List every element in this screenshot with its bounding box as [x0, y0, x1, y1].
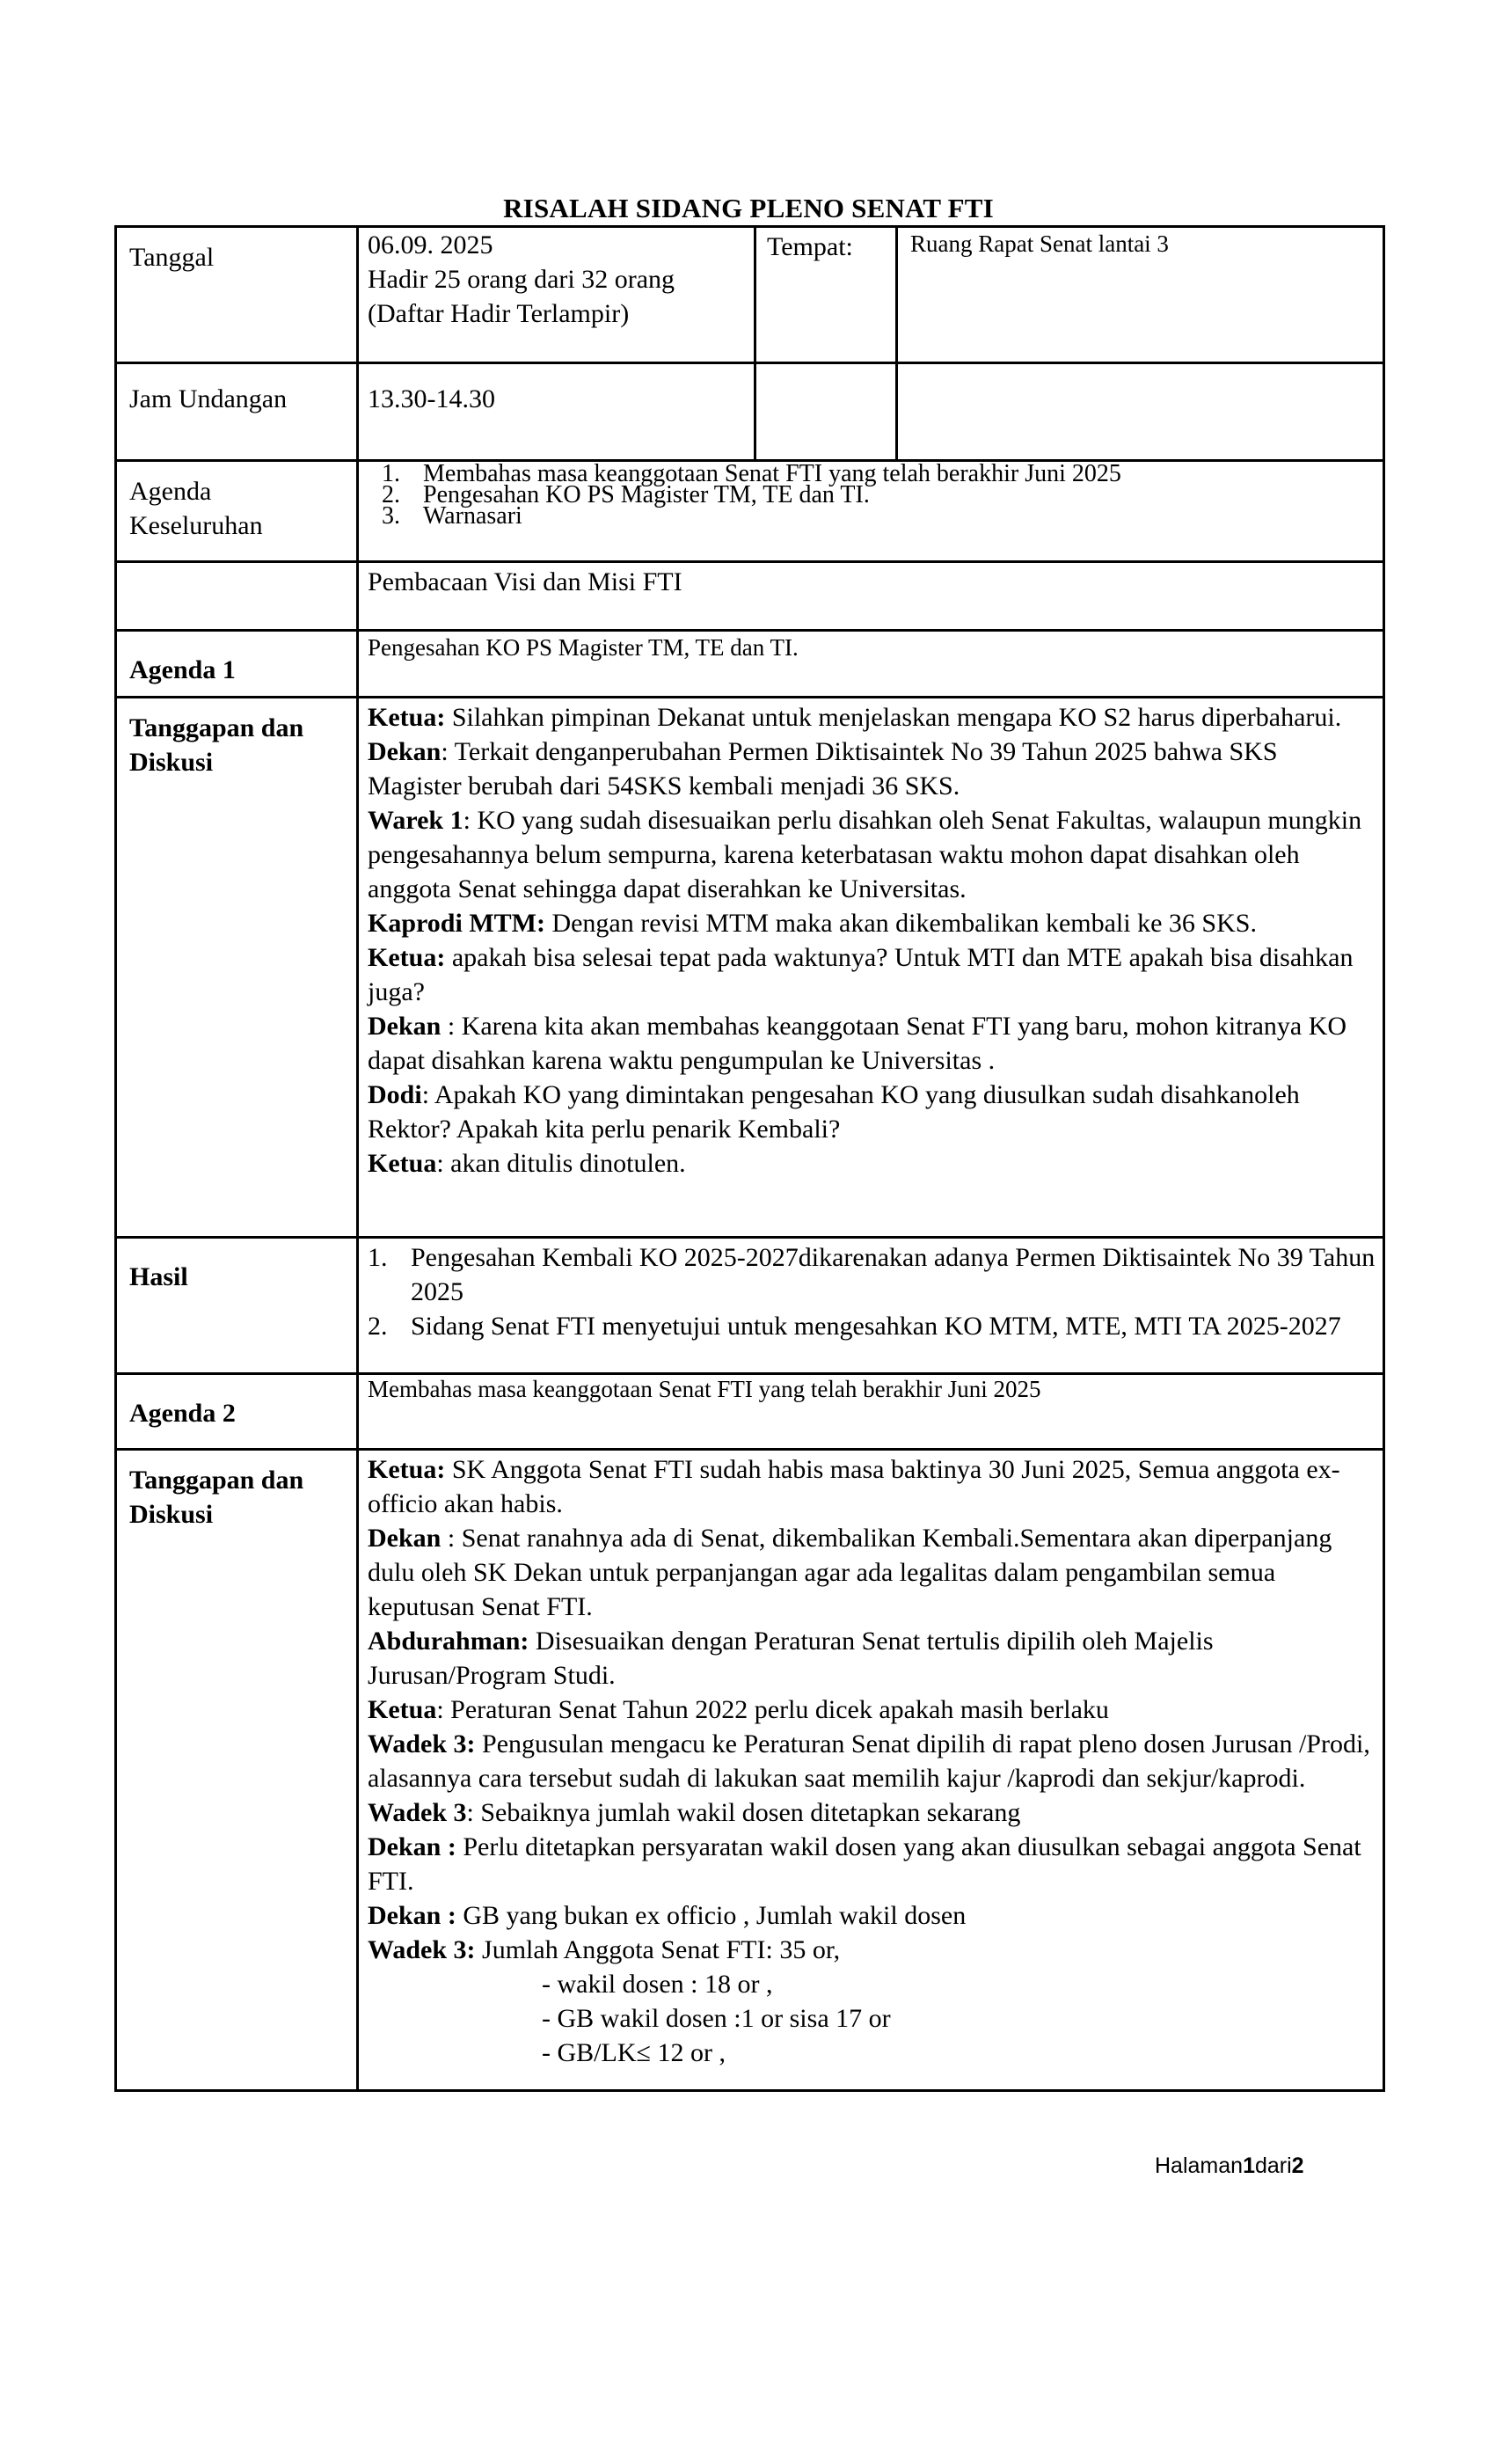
discussion-label-1: Tanggapan dan	[129, 713, 304, 742]
statement: : Sebaiknya jumlah wakil dosen ditetapkan sekarang	[466, 1798, 1021, 1827]
statement: Jumlah Anggota Senat FTI: 35 or,	[475, 1935, 841, 1964]
hasil-label-cell	[116, 1238, 358, 1374]
discussion-entry	[368, 1624, 1376, 1693]
agenda-item-text: Membahas masa keanggotaan Senat FTI yang telah berakhir Juni 2025	[423, 460, 1121, 487]
agenda-item-number: 3.	[382, 502, 400, 530]
minutes-table	[114, 225, 1385, 2092]
agenda-1-label-cell	[116, 631, 358, 698]
speaker: Wadek 3	[368, 1798, 467, 1827]
discussion-entry	[368, 1693, 1376, 1727]
discussion-entry	[368, 1078, 1376, 1146]
member-breakdown-item: - GB/LK≤ 12 or ,	[542, 2038, 726, 2067]
agenda-1-topic-cell	[358, 631, 1384, 698]
agenda-list	[359, 460, 1383, 530]
discussion-label-1: Tanggapan dan	[129, 1466, 304, 1495]
page-dari-label: dari	[1254, 2153, 1292, 2178]
empty-cell	[755, 363, 897, 461]
discussion-entry	[368, 1452, 1376, 1521]
row-jam-undangan	[116, 363, 1384, 461]
speaker: Warek 1	[368, 806, 463, 835]
agenda-2-label-cell	[116, 1374, 358, 1450]
hasil-item-text: Pengesahan Kembali KO 2025-2027dikarenakan adanya Permen Diktisaintek No 39 Tahun 2025	[411, 1243, 1376, 1306]
speaker: Ketua	[368, 1149, 437, 1178]
member-breakdown-item: - GB wakil dosen :1 or sisa 17 or	[542, 2004, 891, 2033]
tempat-value: Ruang Rapat Senat lantai 3	[910, 230, 1169, 257]
jam-value-cell	[358, 363, 755, 461]
hasil-cell	[358, 1238, 1384, 1374]
speaker: Dekan	[368, 737, 442, 766]
statement: SK Anggota Senat FTI sudah habis masa baktinya 30 Juni 2025, Semua anggota ex-officio akan habis.	[368, 1455, 1340, 1518]
agenda-1-label: Agenda 1	[129, 655, 236, 684]
speaker: Dekan :	[368, 1832, 456, 1861]
statement: GB yang bukan ex officio , Jumlah wakil dosen	[456, 1901, 967, 1930]
speaker: Ketua:	[368, 1455, 446, 1484]
pembacaan-cell	[358, 562, 1384, 631]
discussion-entry	[368, 1795, 1376, 1830]
agenda-1-topic: Pengesahan KO PS Magister TM, TE dan TI.	[368, 634, 799, 661]
discussion-entry	[368, 1009, 1376, 1078]
agenda-2-topic-cell	[358, 1374, 1384, 1450]
statement: : Peraturan Senat Tahun 2022 perlu dicek apakah masih berlaku	[436, 1695, 1109, 1724]
statement: Silahkan pimpinan Dekanat untuk menjelaskan mengapa KO S2 harus diperbaharui.	[445, 703, 1342, 732]
hasil-item	[359, 1309, 1376, 1343]
agenda-item-text: Warnasari	[423, 502, 522, 530]
statement: : Senat ranahnya ada di Senat, dikembalikan Kembali.Sementara akan diperpanjang dulu oleh SK Dekan untuk perpanjangan agar ada legalitas dalam pengambilan semua keputusan Senat FTI.	[368, 1524, 1332, 1621]
page-halaman-label: Halaman	[1155, 2153, 1244, 2178]
discussion-entry	[368, 735, 1376, 803]
statement: : Apakah KO yang dimintakan pengesahan KO yang diusulkan sudah disahkanoleh Rektor? Apakah kita perlu penarik Kembali?	[368, 1080, 1300, 1144]
row-agenda-2	[116, 1374, 1384, 1450]
jam-label-cell	[116, 363, 358, 461]
hasil-item-text: Sidang Senat FTI menyetujui untuk mengesahkan KO MTM, MTE, MTI TA 2025-2027	[411, 1312, 1341, 1341]
member-breakdown-item: - wakil dosen : 18 or ,	[542, 1970, 773, 1999]
row-pembacaan	[116, 562, 1384, 631]
statement: Perlu ditetapkan persyaratan wakil dosen yang akan diusulkan sebagai anggota Senat FTI.	[368, 1832, 1361, 1896]
row-agenda-keseluruhan	[116, 461, 1384, 562]
hasil-list	[359, 1240, 1376, 1343]
statement: : akan ditulis dinotulen.	[436, 1149, 686, 1178]
row-tanggal	[116, 227, 1384, 363]
discussion-entry	[368, 906, 1376, 940]
tanggal-label-cell	[116, 227, 358, 363]
agenda-2-topic: Membahas masa keanggotaan Senat FTI yang telah berakhir Juni 2025	[368, 1376, 1041, 1402]
speaker: Wadek 3:	[368, 1729, 476, 1758]
speaker: Ketua	[368, 1695, 437, 1724]
agenda-item-text: Pengesahan KO PS Magister TM, TE dan TI.	[423, 481, 870, 508]
agenda-item-number: 2.	[382, 481, 400, 508]
speaker: Wadek 3:	[368, 1935, 476, 1964]
statement: Dengan revisi MTM maka akan dikembalikan kembali ke 36 SKS.	[544, 909, 1257, 938]
discussion-entry	[368, 1521, 1376, 1624]
daftar-hadir-note: (Daftar Hadir Terlampir)	[368, 299, 630, 328]
speaker: Abdurahman:	[368, 1627, 529, 1656]
tanggal-label: Tanggal	[129, 243, 215, 272]
hasil-item	[359, 1240, 1376, 1309]
statement: Pengusulan mengacu ke Peraturan Senat dipilih di rapat pleno dosen Jurusan /Prodi, alasannya cara tersebut sudah di lakukan saat memilih kajur /kaprodi dan sekjur/kaprodi.	[368, 1729, 1370, 1793]
hasil-item-number: 1.	[368, 1243, 388, 1272]
discussion-entry	[368, 803, 1376, 906]
discussion-label-2: Diskusi	[129, 1500, 214, 1529]
speaker: Kaprodi MTM:	[368, 909, 545, 938]
jam-label: Jam Undangan	[129, 384, 288, 413]
discussion-entry	[368, 1830, 1376, 1898]
tanggal-value-cell	[358, 227, 755, 363]
agenda-1-discussion-cell	[358, 698, 1384, 1238]
discussion-label-cell	[116, 1450, 358, 2091]
speaker: Dodi	[368, 1080, 422, 1109]
statement: apakah bisa selesai tepat pada waktunya? Untuk MTI dan MTE apakah bisa disahkan juga?	[368, 943, 1354, 1006]
page-number	[1155, 2153, 1304, 2179]
tempat-value-cell	[897, 227, 1384, 363]
row-agenda-2-discussion	[116, 1450, 1384, 2091]
statement: : Terkait denganperubahan Permen Diktisaintek No 39 Tahun 2025 bahwa SKS Magister berubah dari 54SKS kembali menjadi 36 SKS.	[368, 737, 1278, 801]
agenda-keseluruhan-label-1: Agenda	[129, 477, 212, 506]
speaker: Dekan	[368, 1524, 442, 1553]
statement: : Karena kita akan membahas keanggotaan Senat FTI yang baru, mohon kitranya KO dapat disahkan karena waktu pengumpulan ke Universitas .	[368, 1012, 1347, 1075]
agenda-keseluruhan-list-cell	[358, 461, 1384, 562]
agenda-2-discussion-cell	[358, 1450, 1384, 2091]
speaker: Dekan	[368, 1012, 442, 1041]
discussion-label-cell	[116, 698, 358, 1238]
agenda-item	[359, 502, 1383, 530]
hasil-label: Hasil	[129, 1262, 188, 1291]
agenda-keseluruhan-label-2: Keseluruhan	[129, 511, 263, 540]
tempat-label-cell	[755, 227, 897, 363]
row-hasil	[116, 1238, 1384, 1374]
discussion-entry	[368, 1727, 1376, 1795]
hasil-item-number: 2.	[368, 1312, 388, 1341]
tempat-label: Tempat:	[767, 232, 853, 261]
speaker: Dekan :	[368, 1901, 456, 1930]
jam-value: 13.30-14.30	[368, 384, 495, 413]
agenda-2-label: Agenda 2	[129, 1399, 236, 1428]
statement: Disesuaikan dengan Peraturan Senat tertulis dipilih oleh Majelis Jurusan/Program Studi.	[368, 1627, 1214, 1690]
speaker: Ketua:	[368, 703, 446, 732]
statement: : KO yang sudah disesuaikan perlu disahkan oleh Senat Fakultas, walaupun mungkin pengesahannya belum sempurna, karena keterbatasan waktu mohon dapat disahkan oleh anggota Senat sehingga dapat diserahkan ke Universitas.	[368, 806, 1362, 903]
tanggal-value: 06.09. 2025	[368, 230, 493, 260]
hadir-count: Hadir 25 orang dari 32 orang	[368, 265, 675, 294]
discussion-label-2: Diskusi	[129, 748, 214, 777]
document-title: RISALAH SIDANG PLENO SENAT FTI	[503, 193, 994, 223]
row-agenda-1-discussion	[116, 698, 1384, 1238]
pembacaan-text: Pembacaan Visi dan Misi FTI	[368, 567, 682, 596]
discussion-entry	[368, 1146, 1376, 1181]
discussion-entry	[368, 700, 1376, 735]
page-total: 2	[1291, 2153, 1304, 2178]
discussion-entry	[368, 940, 1376, 1009]
empty-cell	[897, 363, 1384, 461]
page-current: 1	[1243, 2153, 1255, 2178]
speaker: Ketua:	[368, 943, 446, 972]
row-agenda-1	[116, 631, 1384, 698]
discussion-entry	[368, 1898, 1376, 1933]
agenda-keseluruhan-label-cell	[116, 461, 358, 562]
empty-cell	[116, 562, 358, 631]
agenda-item-number: 1.	[382, 460, 400, 487]
discussion-entry	[368, 1933, 1376, 1967]
